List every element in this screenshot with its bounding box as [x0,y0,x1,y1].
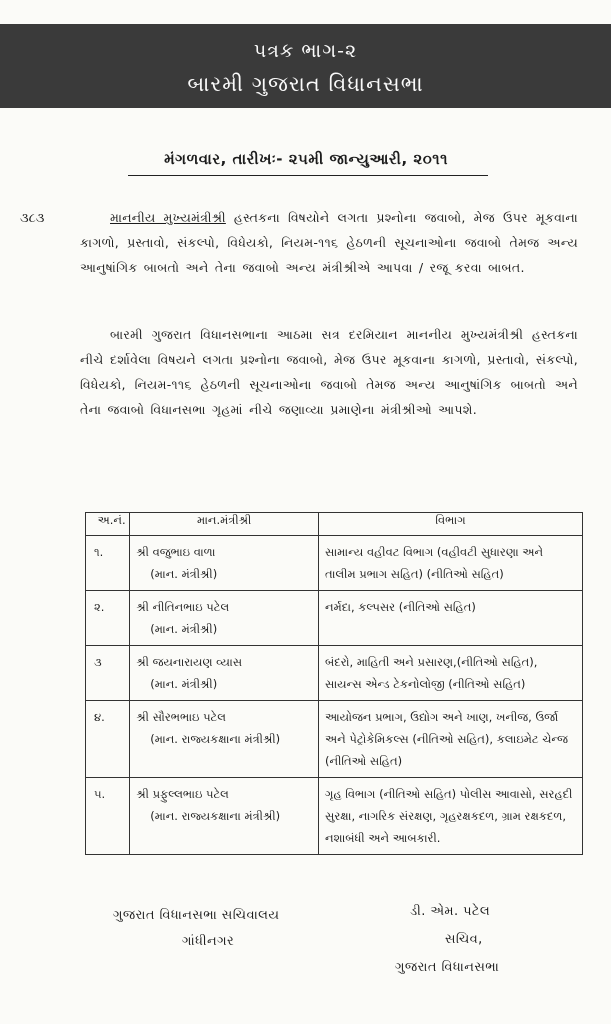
department-cell: નર્મદા, કલ્પસર (નીતિઓ સહિત) [319,591,583,646]
minister-role: (માન. રાજ્યકક્ષાના મંત્રીશ્રી) [150,809,281,823]
minister-name: શ્રી જયનારાયણ વ્યાસ [136,655,243,669]
body-paragraph: બારમી ગુજરાત વિધાનસભાના આઠમા સત્ર દરમિયાન માનનીય મુખ્યમંત્રીશ્રી હસ્તકના નીચે દર્શાવેલા વિષયને લગતા પ્રશ્નોના જવાબો, મેજ ઉપર મૂકવાના કાગળો, પ્રસ્તાવો, સંકલ્પો, વિધેયકો, નિયમ-૧૧૬ હેઠળની સૂચનાઓના જવાબો તેમજ અન્ય આનુષાંગિક બાબતો અને તેના જવાબો વિધાનસભા ગૃહમાં નીચે જણાવ્યા પ્રમાણેના મંત્રીશ્રીઓ આપશે. [80,327,578,417]
department-cell: ગૃહ વિભાગ (નીતિઓ સહિત) પોલીસ આવાસો, સરહદી સુરક્ષા, નાગરિક સંરક્ષણ, ગૃહરક્ષકદળ, ગ્રામ રક્ષકદળ, નશાબંધી અને આબકારી. [319,778,583,855]
minister-role: (માન. મંત્રીશ્રી) [150,677,218,691]
table-row [86,536,583,591]
minister-cell [130,591,319,646]
signatory-title: સચિવ, [445,932,483,947]
header-subtitle: બારમી ગુજરાત વિધાનસભા [187,72,424,96]
footer-city: ગાંધીનગર [182,934,235,949]
signatory-organization: ગુજરાત વિધાનસભા [395,960,500,975]
minister-name: શ્રી વજુભાઇ વાળા [136,545,216,559]
table-row [86,646,583,701]
table-row [86,591,583,646]
minister-cell [130,646,319,701]
minister-cell [130,701,319,778]
minister-role: (માન. મંત્રીશ્રી) [150,567,218,581]
row-number: ૩ [86,646,130,701]
department-cell: બંદરો, માહિતી અને પ્રસારણ,(નીતિઓ સહિત), સાયન્સ એન્ડ ટેકનોલોજી (નીતિઓ સહિત) [319,646,583,701]
table-row [86,701,583,778]
row-number: ૧. [86,536,130,591]
signatory-name: ડી. એમ. પટેલ [410,904,491,919]
col-header-minister: માન.મંત્રીશ્રી [130,513,319,536]
department-cell: આયોજન પ્રભાગ, ઉદ્યોગ અને ખાણ, ખનીજ, ઉર્જા અને પેટ્રોકેમિકલ્સ (નીતિઓ સહિત), કલાઇમેટ ચેન્જ (નીતિઓ સહિત) [319,701,583,778]
table-row [86,778,583,855]
date-underline [128,175,488,176]
minister-cell [130,536,319,591]
minister-role: (માન. મંત્રીશ્રી) [150,622,218,636]
ministers-table [85,512,583,855]
col-header-department: વિભાગ [319,513,583,536]
row-number: ૫. [86,778,130,855]
table-header-row [86,513,583,536]
minister-name: શ્રી સૌરભભાઇ પટેલ [136,710,226,724]
row-number: ૪. [86,701,130,778]
minister-cell [130,778,319,855]
item-number: ૩૮૩ [20,211,45,226]
col-header-number: અ.નં. [86,513,130,536]
minister-role: (માન. રાજ્યકક્ષાના મંત્રીશ્રી) [150,732,281,746]
department-cell: સામાન્ય વહીવટ વિભાગ (વહીવટી સુધારણા અને તાલીમ પ્રભાગ સહિત) (નીતિઓ સહિત) [319,536,583,591]
header-title: પત્રક ભાગ-૨ [253,40,358,62]
intro-text: હસ્તકના વિષયોને લગતા પ્રશ્નોના જવાબો, મેજ ઉપર મૂકવાના કાગળો, પ્રસ્તાવો, સંકલ્પો, વિધેયકો, નિયમ-૧૧૬ હેઠળની સૂચનાઓના જવાબો તેમજ અન્ય આનુષાંગિક બાબતો અને તેના જવાબો અન્ય મંત્રીશ્રીએ આપવા / રજૂ કરવા બાબત. [80,210,578,275]
minister-name: શ્રી પ્રફુલ્લભાઇ પટેલ [136,787,229,801]
document-date: મંગળવાર, તારીખઃ- ૨૫મી જાન્યુઆરી, ૨૦૧૧ [164,150,448,168]
intro-underlined-subject: માનનીય મુખ્યમંત્રીશ્રી [110,210,226,225]
footer-office: ગુજરાત વિધાનસભા સચિવાલય [113,908,280,923]
intro-paragraph [80,205,578,280]
header-banner [0,24,611,108]
row-number: ૨. [86,591,130,646]
minister-name: શ્રી નીતિનભાઇ પટેલ [136,600,230,614]
